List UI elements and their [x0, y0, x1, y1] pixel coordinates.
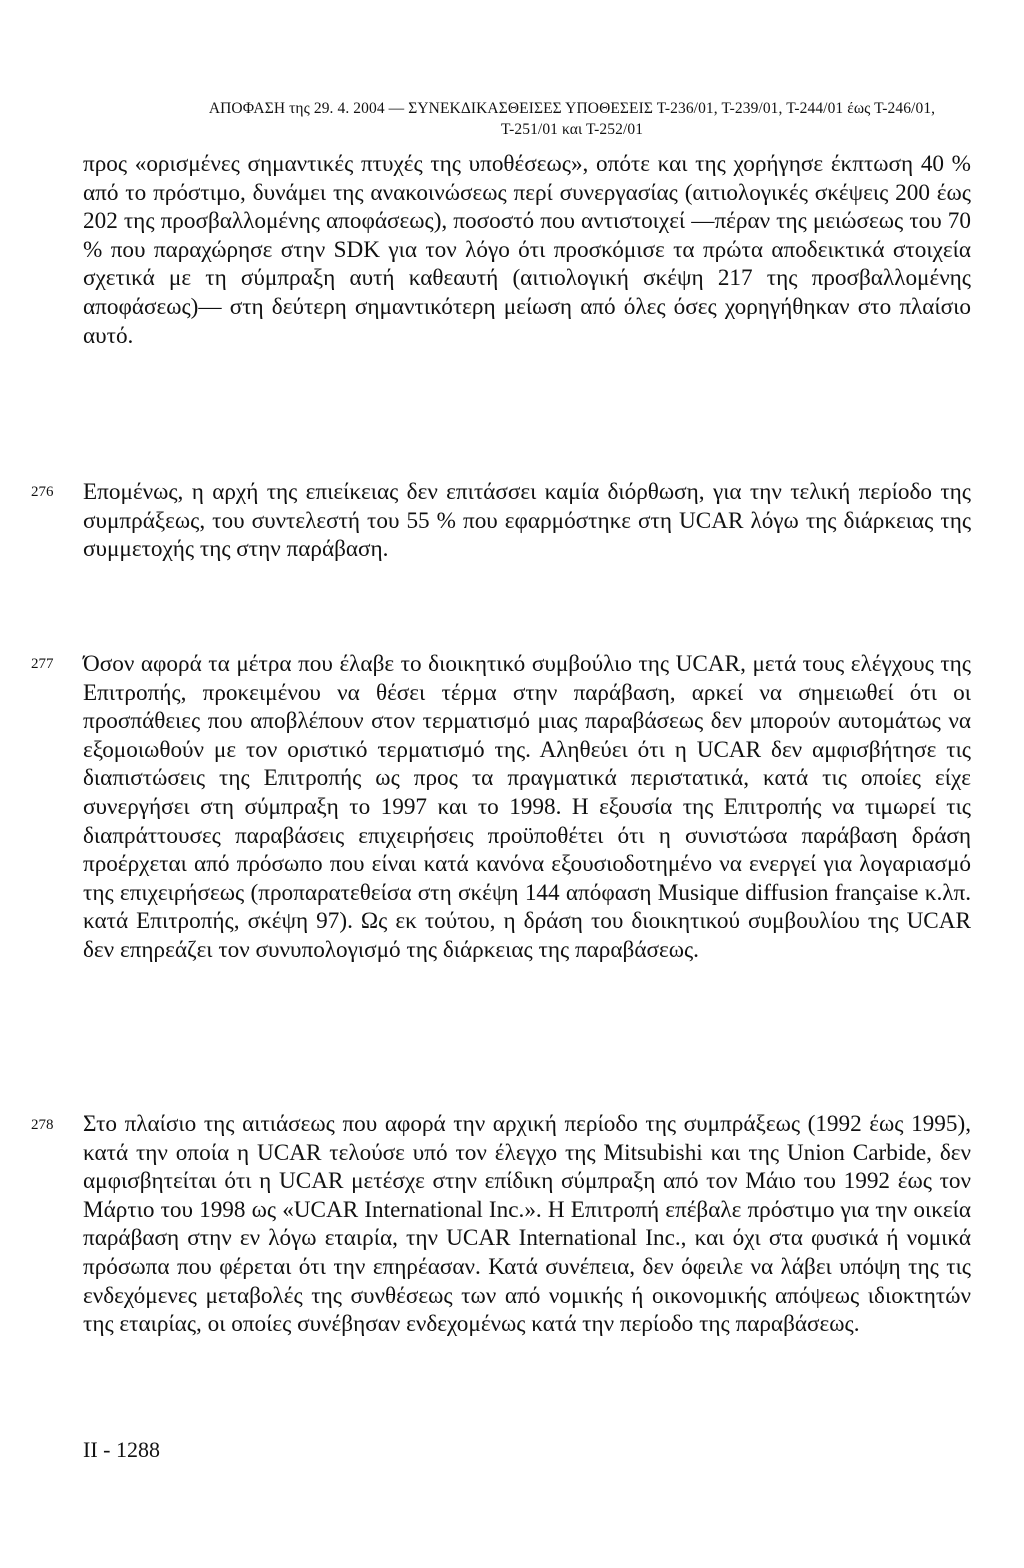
paragraph-text: Στο πλαίσιο της αιτιάσεως που αφορά την αρχική περίοδο της συμπράξεως (1992 έως 1995), κατά την οποία η UCAR τελούσε υπό τον έλεγχο της Mitsubishi και της Union Carbide, δεν αμφισβητείται ότι η UCAR μετέσχε στην επίδικη σύμπραξη από τον Μάιο του 1992 έως τον Μάρτιο του 1998 ως «UCAR International Inc.». Η Επιτροπή επέβαλε πρόστιμο για την οικεία παράβαση στην εν λόγω εταιρία, την UCAR International Inc., και όχι στα φυσικά ή νομικά πρόσωπα που φέρεται ότι την επηρέασαν. Κατά συνέπεια, δεν όφειλε να λάβει υπόψη της τις ενδεχόμενες μεταβολές της συνθέσεως των από νομικής ή οικονομικής απόψεως ιδιοκτητών της εταιρίας, οι οποίες συνέβησαν ενδεχομένως κατά την περίοδο της παραβάσεως. [83, 1111, 971, 1338]
header-line-1: ΑΠΟΦΑΣΗ της 29. 4. 2004 — ΣΥΝΕΚΔΙΚΑΣΘΕΙΣΕΣ ΥΠΟΘΕΣΕΙΣ Τ-236/01, Τ-239/01, Τ-244/01 έως Τ-246/01, [208, 100, 936, 117]
header-line-2: Τ-251/01 και Τ-252/01 [500, 121, 644, 138]
paragraph-continuation [83, 150, 971, 350]
paragraph-number: 276 [31, 484, 54, 500]
paragraph-277 [83, 650, 971, 965]
page-number: II - 1288 [83, 1437, 160, 1462]
paragraph-text: προς «ορισμένες σημαντικές πτυχές της υποθέσεως», οπότε και της χορήγησε έκπτωση 40 % από το πρόστιμο, δυνάμει της ανακοινώσεως περί συνεργασίας (αιτιολογικές σκέψεις 200 έως 202 της προσβαλλομένης αποφάσεως), ποσοστό που αντιστοιχεί —πέραν της μειώσεως του 70 % που παραχώρησε στην SDK για τον λόγο ότι προσκόμισε τα πρώτα αποδεικτικά στοιχεία σχετικά με τη σύμπραξη αυτή καθεαυτή (αιτιολογική σκέψη 217 της προσβαλλομένης αποφάσεως)— στη δεύτερη σημαντικότερη μείωση από όλες όσες χορηγήθηκαν στο πλαίσιο αυτό. [83, 151, 971, 349]
paragraph-text: Όσον αφορά τα μέτρα που έλαβε το διοικητικό συμβούλιο της UCAR, μετά τους ελέγχους της Επιτροπής, προκειμένου να θέσει τέρμα στην παράβαση, αρκεί να σημειωθεί ότι οι προσπάθειες που αποβλέπουν στον τερματισμό μιας παραβάσεως δεν μπορούν αυτομάτως να εξομοιωθούν με τον οριστικό τερματισμό της. Αληθεύει ότι η UCAR δεν αμφισβήτησε τις διαπιστώσεις της Επιτροπής ως προς τα πραγματικά περιστατικά, κατά τις οποίες είχε συνεργήσει στη σύμπραξη το 1997 και το 1998. Η εξουσία της Επιτροπής να τιμωρεί τις διαπράττουσες παραβάσεις επιχειρήσεις προϋποθέτει ότι η συνιστώσα παράβαση δράση προέρχεται από πρόσωπο που είναι κατά κανόνα εξουσιοδοτημένο να ενεργεί για λογαριασμό της επιχειρήσεως (προπαρατεθείσα στη σκέψη 144 απόφαση Musique diffusion française κ.λπ. κατά Επιτροπής, σκέψη 97). Ως εκ τούτου, η δράση του διοικητικού συμβουλίου της UCAR δεν επηρεάζει τον συνυπολογισμό της διάρκειας της παραβάσεως. [83, 651, 971, 963]
paragraph-number: 278 [31, 1117, 54, 1133]
paragraph-text: Επομένως, η αρχή της επιείκειας δεν επιτάσσει καμία διόρθωση, για την τελική περίοδο της συμπράξεως, του συντελεστή του 55 % που εφαρμόστηκε στη UCAR λόγω της διάρκειας της συμμετοχής της στην παράβαση. [83, 479, 971, 563]
paragraph-number: 277 [31, 656, 54, 672]
paragraph-276 [83, 478, 971, 564]
paragraph-278 [83, 1110, 971, 1339]
running-header [0, 98, 1024, 140]
